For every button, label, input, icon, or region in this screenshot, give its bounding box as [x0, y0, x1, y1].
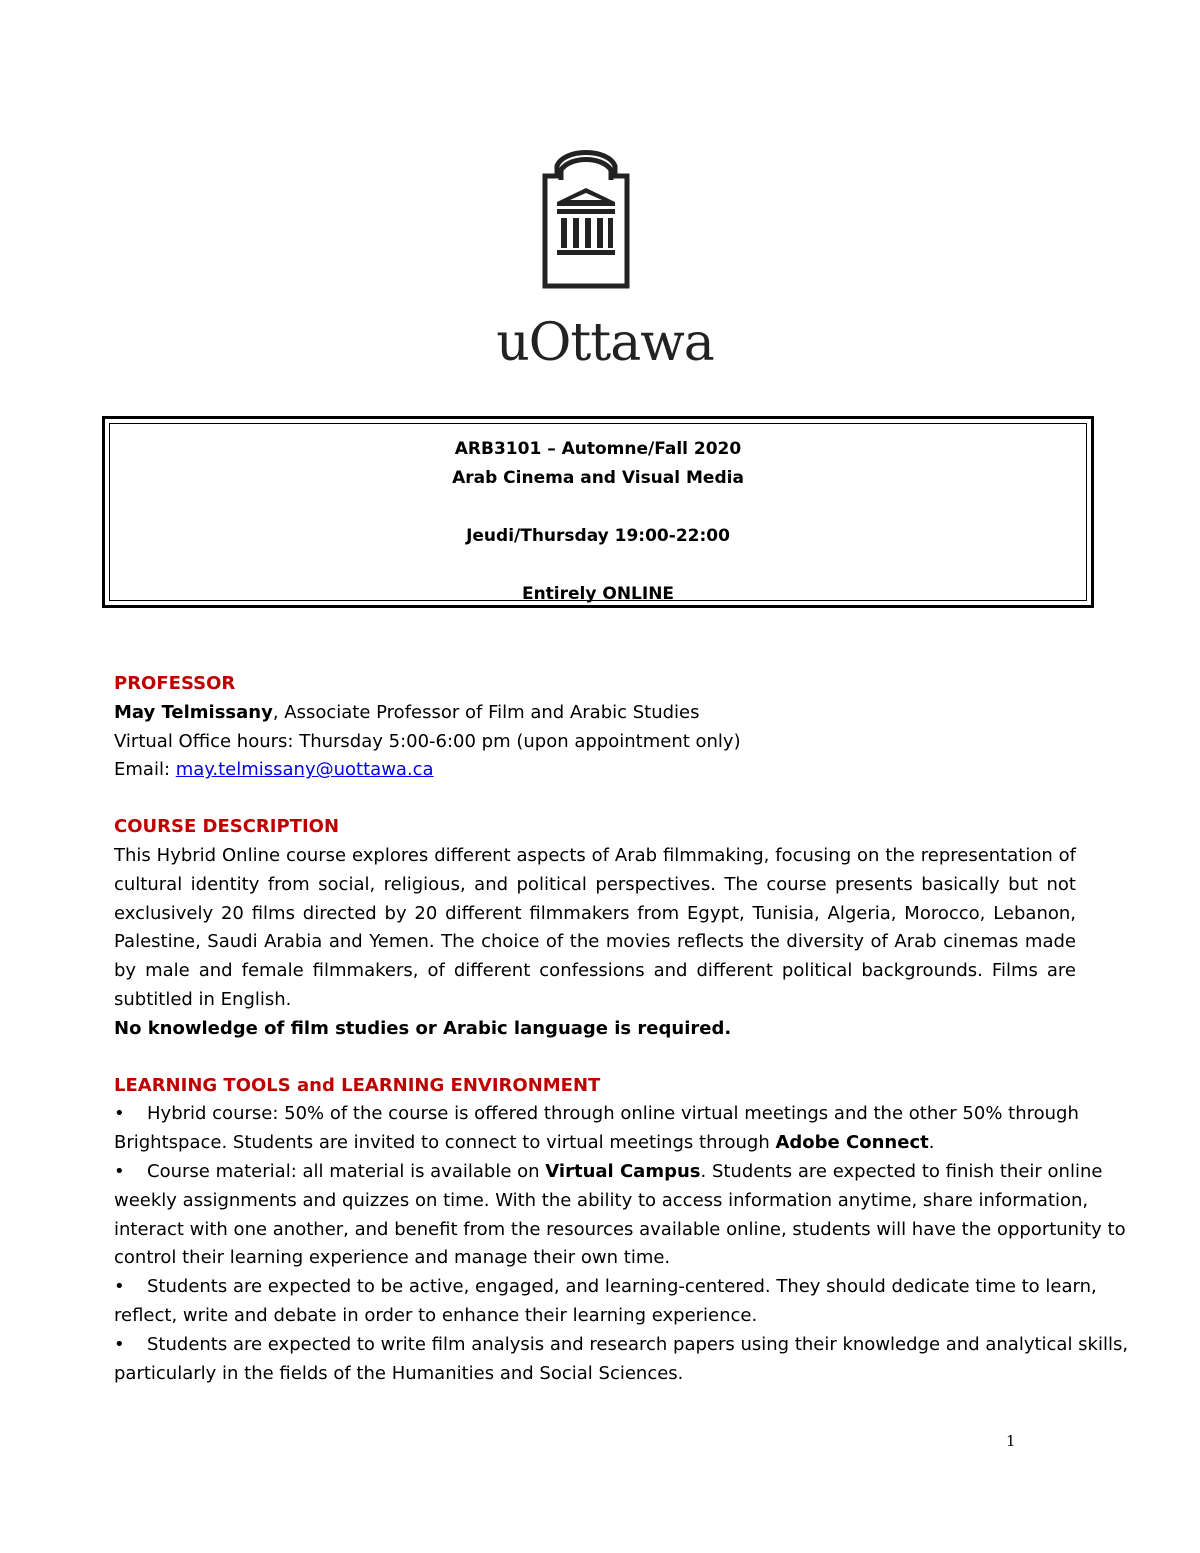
- email-label: Email:: [114, 759, 176, 781]
- list-item: [114, 1100, 1154, 1158]
- university-building-icon: [540, 150, 632, 290]
- list-item-text-end: . Students are expected to finish their online weekly assignments and quizzes on time. With the ability to access information anytime, share information, interact with one another, and benefit from the resources available online, students will have the opportunity to control their learning experience and manage their own time.: [114, 1160, 1126, 1269]
- list-item-text: Students are expected to be active, engaged, and learning-centered. They should dedicate time to learn, reflect, write and debate in order to enhance their learning experience.: [114, 1276, 1097, 1326]
- professor-title: , Associate Professor of Film and Arabic Studies: [272, 701, 700, 723]
- syllabus-content: [114, 670, 1154, 1388]
- course-info-box-inner: [109, 423, 1087, 604]
- learning-tools-list: [114, 1100, 1154, 1388]
- course-description-note: No knowledge of film studies or Arabic language is required.: [114, 1017, 732, 1039]
- email-link[interactable]: may.telmissany@uottawa.ca: [175, 759, 434, 781]
- list-item: [114, 1273, 1154, 1331]
- email-line: [114, 756, 1154, 785]
- course-title: Arab Cinema and Visual Media: [452, 468, 744, 488]
- course-description-heading: COURSE DESCRIPTION: [114, 816, 340, 838]
- list-item-text: Students are expected to write film analysis and research papers using their knowledge and analytical skills, particularly in the fields of the Humanities and Social Sciences.: [114, 1333, 1129, 1384]
- list-item-text: Course material: all material is available on: [147, 1160, 546, 1182]
- course-schedule: Jeudi/Thursday 19:00-22:00: [466, 526, 730, 546]
- professor-heading: PROFESSOR: [114, 673, 236, 694]
- uottawa-wordmark: uOttawa: [496, 313, 714, 373]
- bullet-icon: •: [114, 1276, 125, 1298]
- course-description-body: This Hybrid Online course explores different aspects of Arab filmmaking, focusing on the representation of cultural identity from social, religious, and political perspectives. The course presents basically but not exclusively 20 films directed by 20 different filmmakers from Egypt, Tunisia, Algeria, Morocco, Lebanon, Palestine, Saudi Arabia and Yemen. The choice of the movies reflects the diversity of Arab cinemas made by male and female filmmakers, of different confessions and different political backgrounds. Films are subtitled in English.: [114, 844, 1076, 1010]
- professor-section: [114, 670, 1154, 785]
- course-description-section: [114, 813, 1154, 1043]
- course-info-box: [102, 416, 1094, 608]
- bullet-icon: •: [114, 1333, 125, 1355]
- learning-tools-heading: LEARNING TOOLS and LEARNING ENVIRONMENT: [114, 1074, 601, 1096]
- list-item-bold: Adobe Connect: [775, 1132, 929, 1154]
- list-item-text-end: .: [928, 1132, 935, 1154]
- professor-name: May Telmissany: [114, 701, 273, 723]
- list-item: [114, 1331, 1154, 1389]
- learning-tools-section: [114, 1072, 1154, 1389]
- bullet-icon: •: [114, 1103, 125, 1125]
- professor-line: [114, 699, 1154, 728]
- course-mode: Entirely ONLINE: [521, 584, 675, 604]
- bullet-icon: •: [114, 1160, 125, 1182]
- course-code: ARB3101 – Automne/Fall 2020: [454, 439, 742, 459]
- list-item: [114, 1158, 1154, 1273]
- page-number: 1: [1006, 1432, 1016, 1450]
- list-item-text: Hybrid course: 50% of the course is offered through online virtual meetings and the other 50% through Brightspace. Students are invited to connect to virtual meetings through: [114, 1103, 1079, 1154]
- university-logo: [540, 150, 632, 290]
- office-hours: Virtual Office hours: Thursday 5:00-6:00 pm (upon appointment only): [114, 730, 741, 752]
- list-item-bold: Virtual Campus: [545, 1160, 701, 1182]
